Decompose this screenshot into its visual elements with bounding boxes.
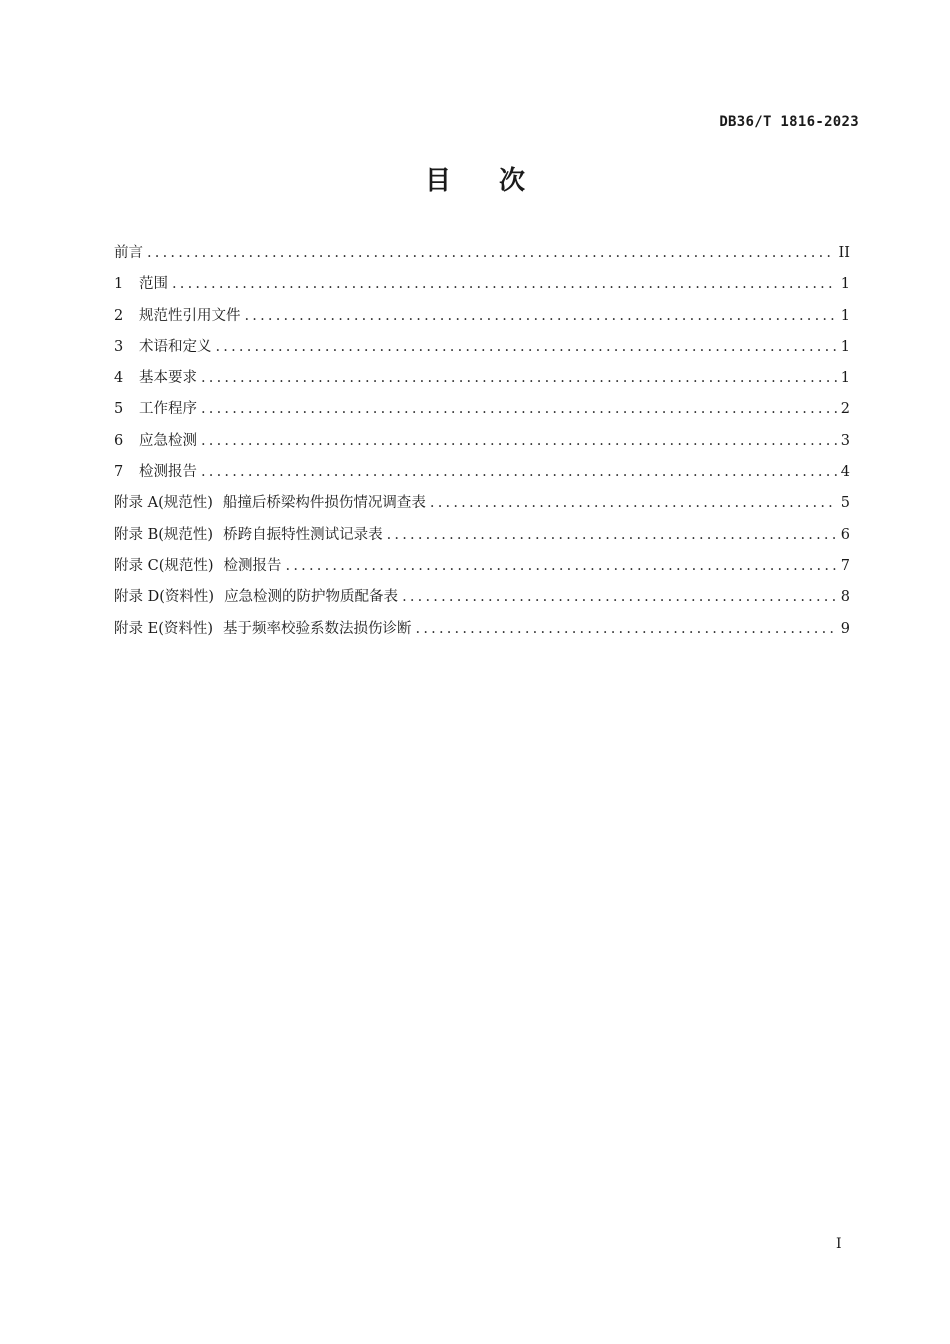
toc-entry-page: 4 xyxy=(840,464,850,481)
toc-entry-number: 6 xyxy=(114,432,124,449)
toc-entry-title: 桥跨自振特性测试记录表 xyxy=(223,526,383,543)
toc-entry-page: 6 xyxy=(840,526,850,543)
toc-entry[interactable] xyxy=(114,303,850,334)
toc-entry-title: 应急检测的防护物质配备表 xyxy=(224,589,399,606)
toc-dot-leader xyxy=(402,584,837,610)
toc-entry-page: 1 xyxy=(840,307,850,324)
toc-entry[interactable] xyxy=(114,584,850,615)
toc-entry-page: 1 xyxy=(840,276,850,293)
toc-entry-title: 规范性引用文件 xyxy=(139,307,241,324)
toc-appendix-prefix: 附录 A(规范性) xyxy=(114,495,213,512)
toc-entry[interactable] xyxy=(114,616,850,647)
toc-entry-label xyxy=(114,490,426,516)
toc-entry-title: 基于频率校验系数法损伤诊断 xyxy=(223,620,412,637)
toc-dot-leader xyxy=(201,365,837,391)
table-of-contents xyxy=(114,240,850,647)
toc-entry-page: 3 xyxy=(840,432,850,449)
toc-dot-leader xyxy=(387,522,837,548)
toc-dot-leader xyxy=(201,428,837,454)
toc-entry-title: 船撞后桥梁构件损伤情况调查表 xyxy=(222,495,426,512)
toc-entry-label xyxy=(139,271,168,297)
document-code: DB36/T 1816-2023 xyxy=(719,114,859,130)
toc-dot-leader xyxy=(147,240,835,266)
toc-entry[interactable] xyxy=(114,522,850,553)
toc-entry-number: 1 xyxy=(114,276,124,293)
toc-appendix-prefix: 附录 D(资料性) xyxy=(114,589,215,606)
toc-entry-page: 7 xyxy=(840,557,850,574)
toc-entry-title: 检测报告 xyxy=(223,557,282,574)
toc-appendix-prefix: 附录 B(规范性) xyxy=(114,526,214,543)
toc-entry[interactable] xyxy=(114,365,850,396)
toc-entry-label xyxy=(139,303,241,329)
toc-entry-number: 2 xyxy=(114,307,124,324)
toc-entry[interactable] xyxy=(114,490,850,521)
toc-dot-leader xyxy=(172,271,837,297)
toc-entry-number: 3 xyxy=(114,338,124,355)
toc-entry-label xyxy=(114,522,383,548)
page-title: 目次 xyxy=(424,166,573,196)
toc-entry-number: 5 xyxy=(114,401,124,418)
toc-entry-number: 7 xyxy=(114,464,124,481)
toc-entry-page: 5 xyxy=(840,495,850,512)
toc-entry-page: 8 xyxy=(840,589,850,606)
toc-entry-page: II xyxy=(838,245,850,261)
toc-entry-title: 应急检测 xyxy=(139,432,197,449)
toc-dot-leader xyxy=(286,553,837,579)
toc-entry[interactable] xyxy=(114,396,850,427)
toc-entry-label xyxy=(114,553,282,579)
toc-entry[interactable] xyxy=(114,240,850,271)
toc-dot-leader xyxy=(201,459,837,485)
toc-entry[interactable] xyxy=(114,553,850,584)
toc-entry-label xyxy=(114,616,412,642)
toc-appendix-prefix: 附录 C(规范性) xyxy=(114,557,214,574)
toc-entry-label xyxy=(114,240,143,266)
page-number: I xyxy=(836,1236,842,1252)
toc-dot-leader xyxy=(416,616,837,642)
toc-entry[interactable] xyxy=(114,459,850,490)
toc-entry-title: 工作程序 xyxy=(139,401,197,418)
toc-entry-label xyxy=(139,334,212,360)
toc-entry-label xyxy=(139,459,197,485)
toc-entry-page: 2 xyxy=(840,401,850,418)
toc-entry-label xyxy=(139,365,197,391)
toc-entry-title: 检测报告 xyxy=(139,464,197,481)
toc-entry-title: 前言 xyxy=(114,245,143,261)
toc-appendix-prefix: 附录 E(资料性) xyxy=(114,620,214,637)
toc-entry-label xyxy=(139,428,197,454)
toc-dot-leader xyxy=(430,490,837,516)
toc-entry-page: 1 xyxy=(840,370,850,387)
toc-entry-title: 术语和定义 xyxy=(139,338,212,355)
toc-entry-page: 1 xyxy=(840,338,850,355)
toc-entry-label xyxy=(114,584,398,610)
toc-entry-number: 4 xyxy=(114,370,124,387)
toc-entry-title: 范围 xyxy=(139,276,168,293)
toc-dot-leader xyxy=(216,334,837,360)
toc-entry[interactable] xyxy=(114,271,850,302)
toc-dot-leader xyxy=(245,303,837,329)
toc-entry[interactable] xyxy=(114,428,850,459)
toc-entry-page: 9 xyxy=(840,620,850,637)
toc-entry-label xyxy=(139,396,197,422)
toc-entry[interactable] xyxy=(114,334,850,365)
toc-dot-leader xyxy=(201,396,837,422)
toc-entry-title: 基本要求 xyxy=(139,370,197,387)
